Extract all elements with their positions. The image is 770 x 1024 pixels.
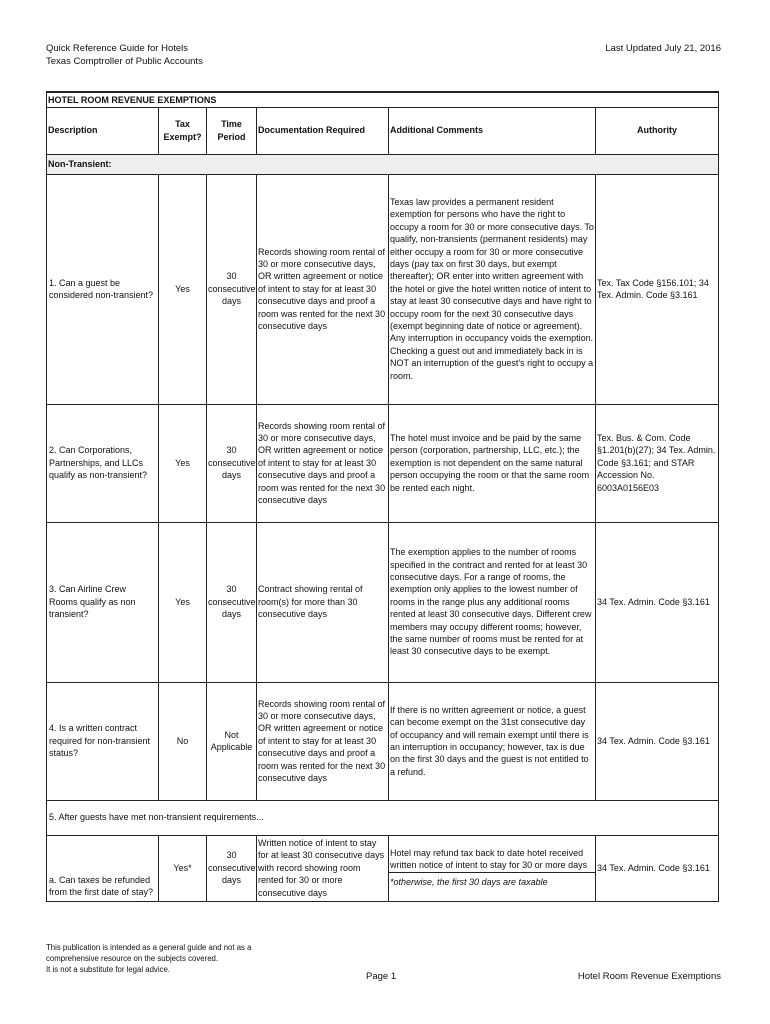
col-header-description: Description bbox=[47, 107, 159, 154]
row-comments: Hotel may refund tax back to date hotel received written notice of intent to stay for 30 or more days bbox=[389, 847, 595, 873]
row-comments: The exemption applies to the number of rooms specified in the contract and rented for at least 30 consecutive days. For a range of rooms, the exemption only applies to the lowest number of rooms in the range plus any additional rooms rented at least 30 consecutive days. Different crew members may occupy different rooms; however, the same number of rooms must be rented for at least 30 consecutive days to be exempt. bbox=[389, 522, 596, 682]
row-documentation: Written notice of intent to stay for at least 30 consecutive days with record showing room rented for 30 or more consecutive days bbox=[257, 835, 389, 901]
row-period: Not Applicable bbox=[207, 682, 257, 800]
disclaimer-line: It is not a substitute for legal advice. bbox=[46, 965, 170, 974]
document-header-left bbox=[46, 42, 203, 68]
table-row bbox=[47, 522, 719, 682]
footer-doc-title: Hotel Room Revenue Exemptions bbox=[577, 971, 721, 982]
last-updated: Last Updated July 21, 2016 bbox=[605, 43, 721, 54]
disclaimer-line: This publication is intended as a general guide and not as a bbox=[46, 943, 252, 952]
row-exempt: Yes bbox=[159, 174, 207, 404]
row-comments: Texas law provides a permanent resident exemption for persons who have the right to occupy a room for 30 or more consecutive days. To qualify, non-transients (permanent residents) may either occupy a room for 30 or more consecutive days (pay tax on first 30 days, but exempt thereafter); OR enter into written agreement with the hotel or give the hotel written notice of intent to stay at least 30 consecutive days and have right to occupy room for the next 30 consecutive days (exempt beginning date of notice or agreement). Any interruption in occupancy voids the exemption. Checking a guest out and immediately back in is NOT an interruption of the guest's right to occupy a room. bbox=[389, 174, 596, 404]
row-period: 30 consecutive days bbox=[207, 174, 257, 404]
table-row bbox=[47, 404, 719, 522]
row-comments-cell bbox=[389, 835, 596, 901]
row-authority: 34 Tex. Admin. Code §3.161 bbox=[596, 522, 719, 682]
row-exempt: Yes bbox=[159, 522, 207, 682]
row-description: 4. Is a written contract required for non-transient status? bbox=[47, 682, 159, 800]
row-comments: The hotel must invoice and be paid by the same person (corporation, partnership, LLC, etc.); the exemption is not dependent on the same natural person occupying the room or that the same room be rented each night. bbox=[389, 404, 596, 522]
row-description: 2. Can Corporations, Partnerships, and LLCs qualify as non-transient? bbox=[47, 404, 159, 522]
table-row bbox=[47, 174, 719, 404]
row-documentation: Records showing room rental of 30 or more consecutive days, OR written agreement or notice of intent to stay for at least 30 consecutive days and proof a room was rented for the next 30 consecutive days bbox=[257, 174, 389, 404]
row-documentation: Records showing room rental of 30 or more consecutive days, OR written agreement or notice of intent to stay for at least 30 consecutive days and proof a room was rented for the next 30 consecutive days bbox=[257, 682, 389, 800]
row-documentation: Records showing room rental of 30 or more consecutive days, OR written agreement or notice of intent to stay for at least 30 consecutive days and proof a room was rented for the next 30 consecutive days bbox=[257, 404, 389, 522]
row-description: 3. Can Airline Crew Rooms qualify as non transient? bbox=[47, 522, 159, 682]
row-documentation: Contract showing rental of room(s) for more than 30 consecutive days bbox=[257, 522, 389, 682]
row-period: 30 consecutive days bbox=[207, 404, 257, 522]
row-exempt: Yes* bbox=[159, 835, 207, 901]
disclaimer-line: comprehensive resource on the subjects covered. bbox=[46, 954, 219, 963]
row5-heading: 5. After guests have met non-transient requirements... bbox=[47, 800, 719, 835]
table-title: HOTEL ROOM REVENUE EXEMPTIONS bbox=[47, 92, 719, 107]
row-exempt: Yes bbox=[159, 404, 207, 522]
exemptions-table bbox=[46, 91, 719, 902]
row-period: 30 consecutive days bbox=[207, 522, 257, 682]
row-authority: 34 Tex. Admin. Code §3.161 bbox=[596, 682, 719, 800]
page-number: Page 1 bbox=[366, 971, 397, 982]
row-authority: Tex. Bus. & Com. Code §1.201(b)(27); 34 Tex. Admin. Code §3.161; and STAR Accession No. 6003A0156E03 bbox=[596, 404, 719, 522]
disclaimer bbox=[46, 942, 276, 975]
table-row bbox=[47, 835, 719, 901]
col-header-authority: Authority bbox=[596, 107, 719, 154]
row-authority: 34 Tex. Admin. Code §3.161 bbox=[596, 835, 719, 901]
row-description: a. Can taxes be refunded from the first date of stay? bbox=[47, 835, 159, 901]
col-header-documentation: Documentation Required bbox=[257, 107, 389, 154]
row-authority: Tex. Tax Code §156.101; 34 Tex. Admin. Code §3.161 bbox=[596, 174, 719, 404]
section-non-transient: Non-Transient: bbox=[47, 154, 719, 174]
col-header-time-period: Time Period bbox=[207, 107, 257, 154]
row-exempt: No bbox=[159, 682, 207, 800]
table-row bbox=[47, 682, 719, 800]
col-header-tax-exempt: Tax Exempt? bbox=[159, 107, 207, 154]
row-description: 1. Can a guest be considered non-transient? bbox=[47, 174, 159, 404]
row-period: 30 consecutive days bbox=[207, 835, 257, 901]
guide-title: Quick Reference Guide for Hotels bbox=[46, 43, 189, 54]
col-header-comments: Additional Comments bbox=[389, 107, 596, 154]
taxable-note: *otherwise, the first 30 days are taxable bbox=[390, 876, 548, 887]
agency-name: Texas Comptroller of Public Accounts bbox=[46, 56, 203, 67]
row-comments: If there is no written agreement or notice, a guest can become exempt on the 31st consecutive day of occupancy and will remain exempt until there is an interruption in occupancy; however, tax is due on the first 30 days and the guest is not entitled to a refund. bbox=[389, 682, 596, 800]
